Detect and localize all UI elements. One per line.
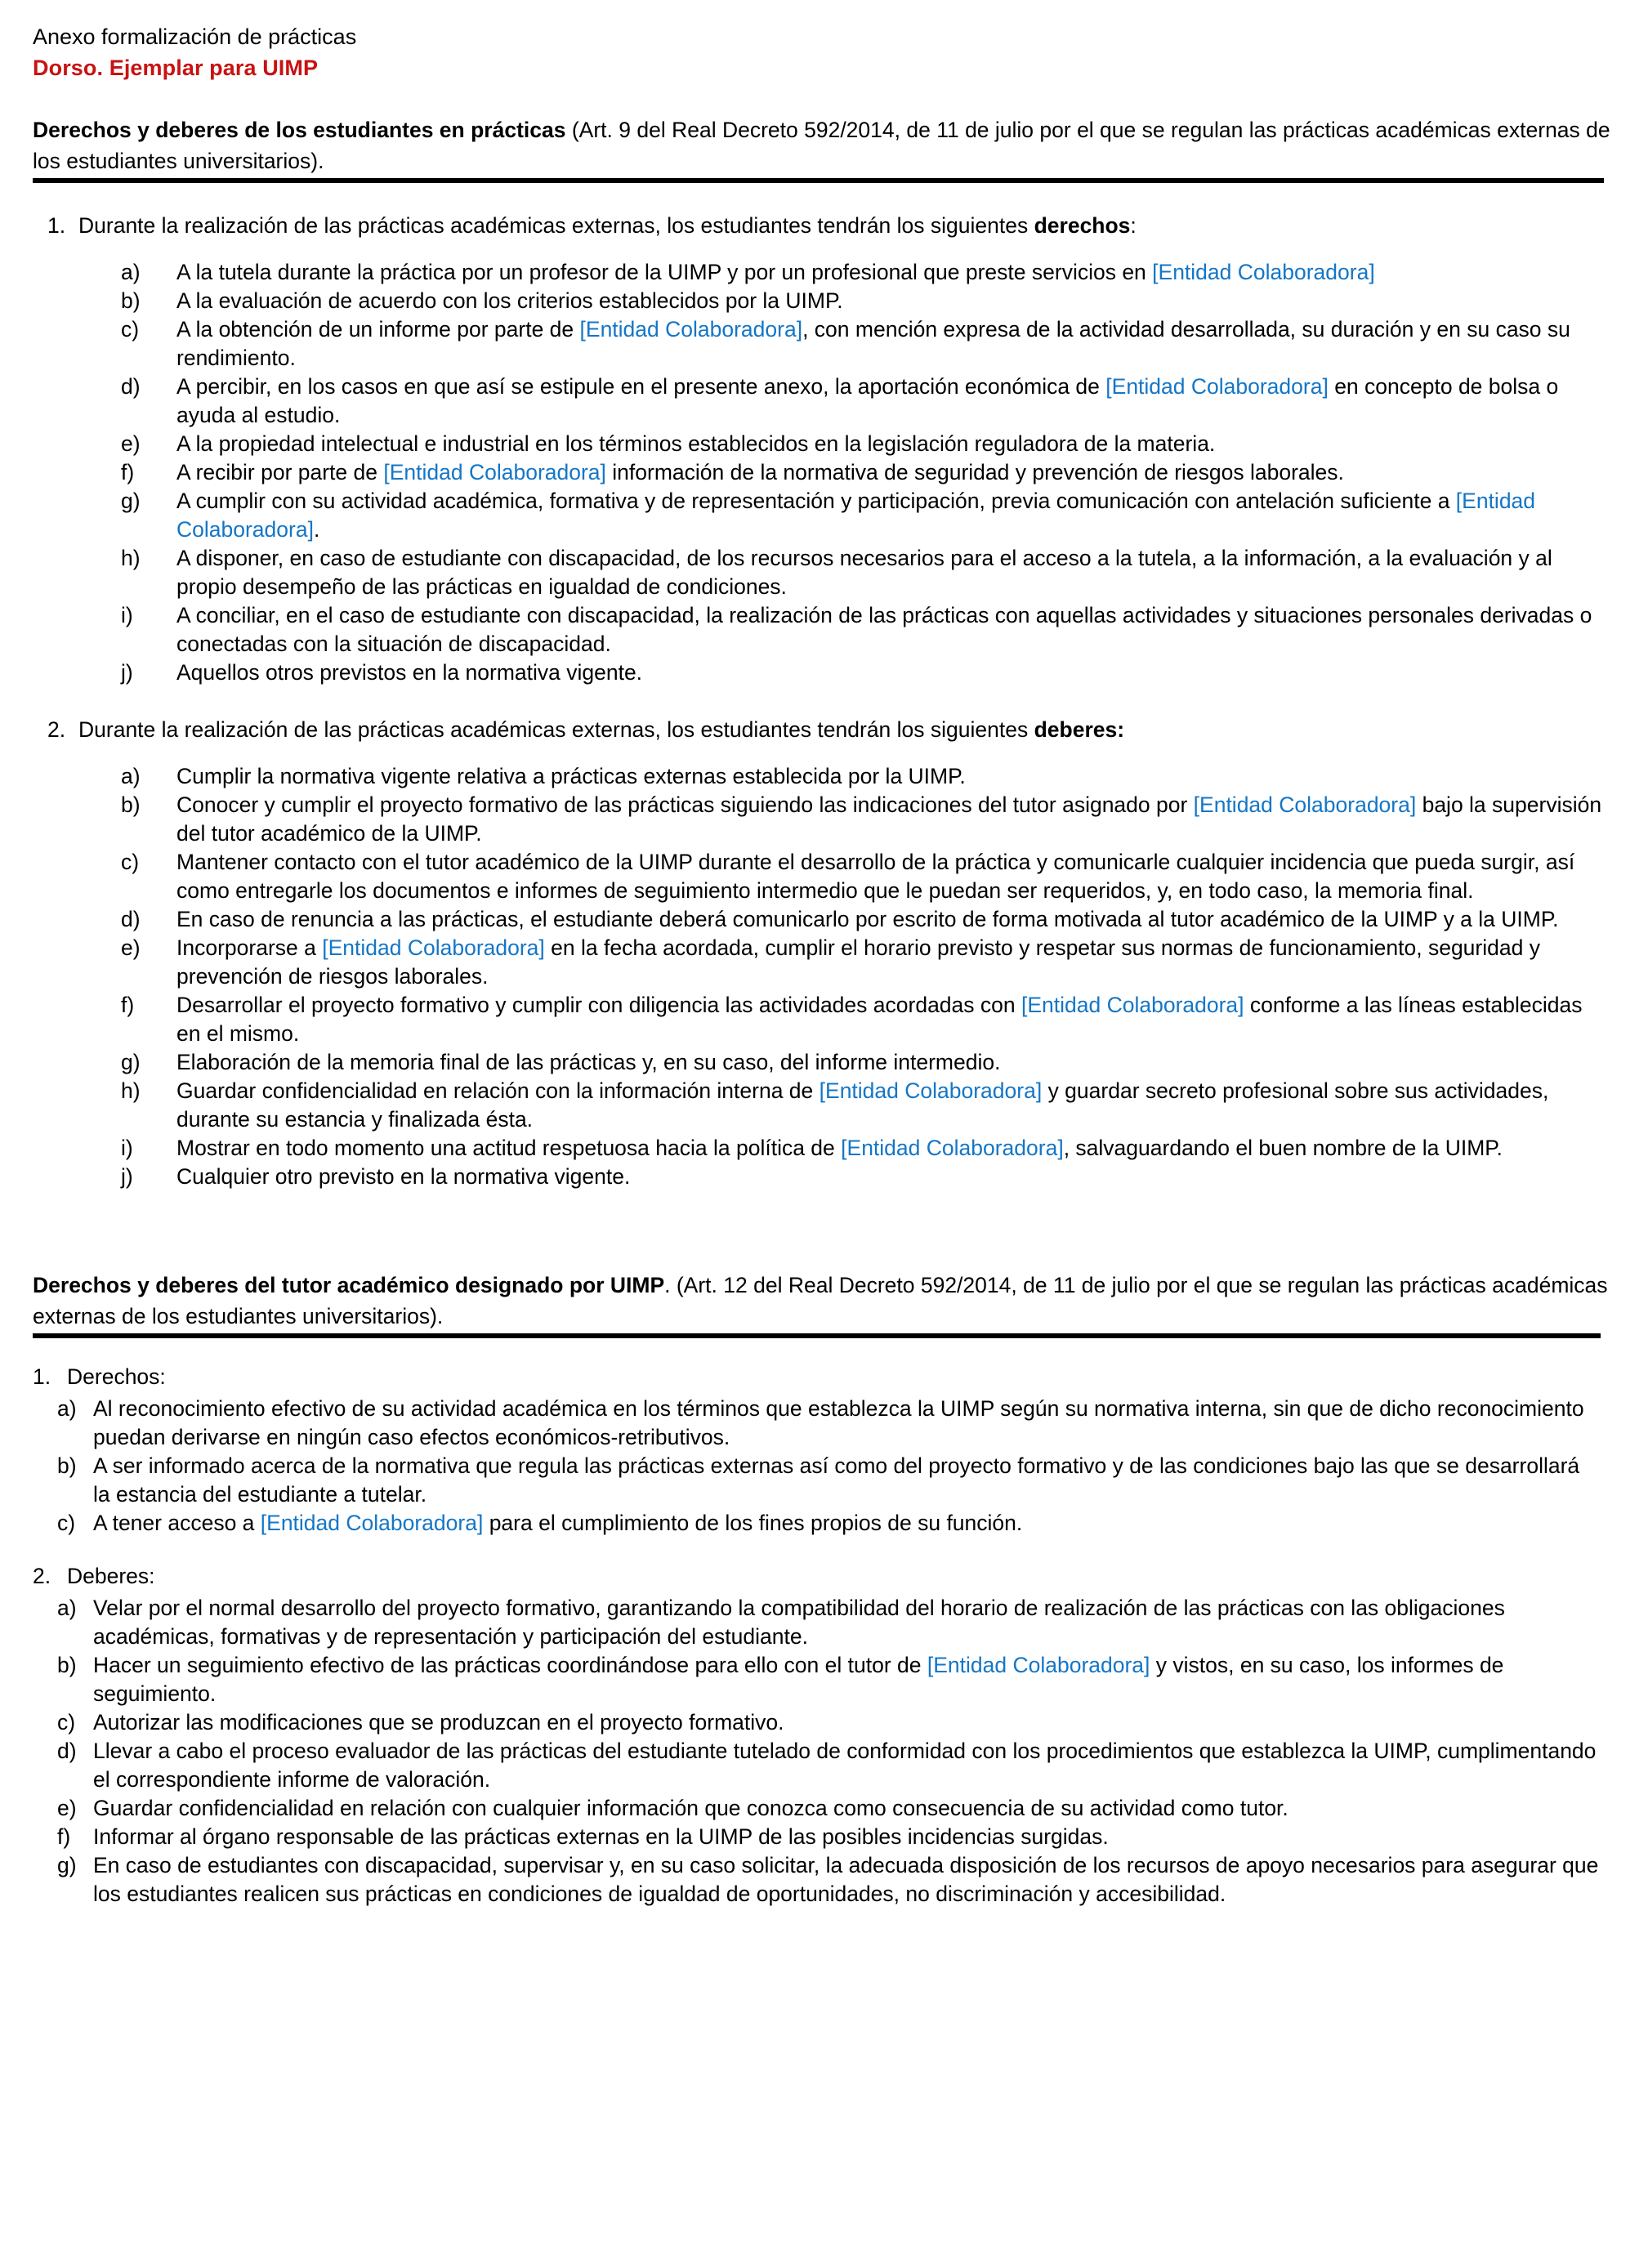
list-item-text-part2: bajo la supervisión del tutor académico de la UIMP. (176, 792, 1602, 846)
numbered-item-2 (33, 715, 1617, 744)
list-item-marker: a) (121, 260, 141, 284)
list-item-text-part1: A la evaluación de acuerdo con los criterios establecidos por la UIMP. (176, 288, 843, 313)
list-item-text-part1: Incorporarse a (176, 935, 323, 960)
entidad-colaboradora-placeholder: [Entidad Colaboradora] (383, 460, 606, 484)
list-item-text-part1: Informar al órgano responsable de las prácticas externas en la UIMP de las posibles incidencias surgidas. (93, 1824, 1109, 1849)
list-item (33, 487, 1617, 544)
list-item-text-part1: A ser informado acerca de la normativa que regula las prácticas externas así como del proyecto formativo y de las condiciones bajo las que se desarrollará la estancia del estudiante a tutelar. (93, 1453, 1580, 1507)
list-item (33, 1452, 1617, 1509)
list-item-text-part1: En caso de estudiantes con discapacidad, supervisar y, en su caso solicitar, la adecuada disposición de los recursos de apoyo necesarios para asegurar que los estudiantes realicen sus prácticas en condiciones de igualdad de oportunidades, no discriminación y accesibilidad. (93, 1853, 1599, 1906)
list-item (33, 905, 1617, 934)
list-item (33, 1794, 1617, 1823)
list-item-text (121, 991, 1617, 1048)
list-item (33, 544, 1617, 601)
list-item (33, 1594, 1617, 1651)
list-item (33, 848, 1617, 905)
list-item-text (121, 544, 1617, 601)
tutor-numbered-item-2 (33, 1562, 1617, 1591)
list-item-text (121, 934, 1617, 991)
list-item (33, 1851, 1617, 1909)
section-2-divider (33, 1333, 1601, 1338)
list-item-text-part1: A la obtención de un informe por parte de (176, 317, 580, 342)
list-item (33, 659, 1617, 687)
tutor-numbered-item-2-marker: 2. (33, 1564, 51, 1588)
list-item-text (121, 487, 1617, 544)
list-item-marker: i) (121, 1136, 133, 1160)
section-2-title-bold: Derechos y deberes del tutor académico designado por UIMP (33, 1273, 665, 1297)
list-item-text-part1: A conciliar, en el caso de estudiante con discapacidad, la realización de las prácticas con aquellas actividades y situaciones personales derivadas o conectadas con la situación de discapacidad. (176, 603, 1592, 656)
list-item-text-part1: Aquellos otros previstos en la normativa vigente. (176, 660, 643, 685)
list-item-marker: c) (57, 1710, 76, 1734)
list-item-marker: j) (121, 660, 133, 685)
list-item-text-part1: Hacer un seguimiento efectivo de las prácticas coordinándose para ello con el tutor de (93, 1653, 927, 1677)
tutor-numbered-item-1-marker: 1. (33, 1364, 51, 1389)
numbered-item-2-text-bold: deberes: (1034, 717, 1125, 742)
list-item-text (70, 1737, 1617, 1794)
list-item-marker: i) (121, 603, 133, 627)
list-item-text (70, 1651, 1617, 1708)
list-item-text (121, 1077, 1617, 1134)
list-item-text-part1: A disponer, en caso de estudiante con discapacidad, de los recursos necesarios para el acceso a la tutela, a la información, a la evaluación y al propio desempeño de las prácticas en igualdad de condiciones. (176, 546, 1552, 599)
list-item-text (121, 791, 1617, 848)
list-item-text-part1: A recibir por parte de (176, 460, 384, 484)
list-item-text-part2: y guardar secreto profesional sobre sus actividades, durante su estancia y finalizada ésta. (176, 1078, 1549, 1132)
list-item-text-part1: Guardar confidencialidad en relación con la información interna de (176, 1078, 820, 1103)
numbered-item-1-marker: 1. (47, 213, 66, 238)
list-item (33, 1708, 1617, 1737)
list-item (33, 1163, 1617, 1191)
list-item-text-part1: Llevar a cabo el proceso evaluador de las prácticas del estudiante tutelado de conformidad con los procedimientos que establezca la UIMP, cumplimentando el correspondiente informe de valoración. (93, 1739, 1597, 1792)
list-item-marker: c) (121, 850, 140, 874)
list-item-marker: b) (57, 1453, 77, 1478)
list-item-marker: g) (121, 1050, 141, 1074)
list-item-marker: a) (57, 1396, 77, 1421)
numbered-item-1-text-after: : (1130, 213, 1137, 238)
list-item-text (70, 1823, 1617, 1851)
list-item-text-part1: Autorizar las modificaciones que se produzcan en el proyecto formativo. (93, 1710, 784, 1734)
list-item-marker: d) (57, 1739, 77, 1763)
entidad-colaboradora-placeholder: [Entidad Colaboradora] (841, 1136, 1064, 1160)
derechos-tutor-list (33, 1395, 1617, 1538)
list-item-marker: c) (57, 1511, 76, 1535)
list-item-marker: h) (121, 1078, 141, 1103)
entidad-colaboradora-placeholder: [Entidad Colaboradora] (1105, 374, 1329, 399)
list-item-text-part2: en concepto de bolsa o ayuda al estudio. (176, 374, 1559, 427)
entidad-colaboradora-placeholder: [Entidad Colaboradora] (260, 1511, 484, 1535)
list-item-marker: b) (121, 792, 141, 817)
list-item-text-part2: información de la normativa de seguridad y prevención de riesgos laborales. (605, 460, 1344, 484)
list-item (33, 1737, 1617, 1794)
list-item-text-part2: en la fecha acordada, cumplir el horario previsto y respetar sus normas de funcionamiento, seguridad y prevención de riesgos laborales. (176, 935, 1540, 989)
document-header (33, 21, 1617, 83)
list-item (33, 1048, 1617, 1077)
section-1-divider (33, 178, 1604, 183)
list-item-marker: e) (57, 1796, 77, 1820)
list-item-text-part2: , con mención expresa de la actividad desarrollada, su duración y en su caso su rendimiento. (176, 317, 1570, 370)
entidad-colaboradora-placeholder: [Entidad Colaboradora] (1193, 792, 1417, 817)
list-item-text-part1: A percibir, en los casos en que así se estipule en el presente anexo, la aportación económica de (176, 374, 1106, 399)
entidad-colaboradora-placeholder: [Entidad Colaboradora] (819, 1078, 1043, 1103)
list-item-text (121, 1048, 1617, 1077)
list-item-text-part2: conforme a las líneas establecidas en el mismo. (176, 993, 1583, 1046)
numbered-item-2-marker: 2. (47, 717, 66, 742)
entidad-colaboradora-placeholder: [Entidad Colaboradora] (927, 1653, 1150, 1677)
list-item-marker: g) (57, 1853, 77, 1877)
section-2-title (33, 1270, 1617, 1332)
numbered-item-2-text-before: Durante la realización de las prácticas académicas externas, los estudiantes tendrán los siguientes (78, 717, 1034, 742)
list-item-text (121, 458, 1617, 487)
tutor-numbered-item-2-text: Deberes: (67, 1564, 155, 1588)
list-item-text-part1: A la propiedad intelectual e industrial en los términos establecidos en la legislación reguladora de la materia. (176, 431, 1216, 456)
entidad-colaboradora-placeholder: [Entidad Colaboradora] (1152, 260, 1375, 284)
list-item (33, 791, 1617, 848)
list-item-text (70, 1395, 1617, 1452)
list-item-text (121, 287, 1617, 315)
list-item (33, 373, 1617, 430)
numbered-item-1-text-bold: derechos (1034, 213, 1131, 238)
list-item-text-part2: . (313, 517, 320, 542)
list-item-text (70, 1452, 1617, 1509)
list-item-text-part1: Mantener contacto con el tutor académico de la UIMP durante el desarrollo de la práctica y comunicarle cualquier incidencia que pueda surgir, así como entregarle los documentos e informes de seguimiento intermedio que le puedan ser requeridos, y, en todo caso, la memoria final. (176, 850, 1575, 903)
list-item-marker: j) (121, 1164, 133, 1189)
deberes-tutor-list (33, 1594, 1617, 1909)
list-item (33, 430, 1617, 458)
numbered-item-2-text (78, 715, 1617, 744)
list-item-text (121, 1163, 1617, 1191)
list-item (33, 315, 1617, 373)
list-item-marker: a) (57, 1596, 77, 1620)
list-item-text (121, 659, 1617, 687)
list-item (33, 458, 1617, 487)
list-item-marker: e) (121, 431, 141, 456)
section-2-title-rest: . (Art. 12 del Real Decreto 592/2014, de 11 de julio por el que se regulan las prácticas académicas externas de los estudiantes universitarios). (33, 1273, 1608, 1328)
list-item-text-part1: En caso de renuncia a las prácticas, el estudiante deberá comunicarlo por escrito de forma motivada al tutor académico de la UIMP y a la UIMP. (176, 907, 1559, 931)
section-1-title (33, 114, 1617, 176)
list-item-marker: f) (121, 460, 135, 484)
list-item-marker: d) (121, 374, 141, 399)
section-1-title-bold: Derechos y deberes de los estudiantes en prácticas (33, 118, 566, 142)
list-item-text-part1: Mostrar en todo momento una actitud respetuosa hacia la política de (176, 1136, 842, 1160)
list-item-text (121, 905, 1617, 934)
list-item (33, 601, 1617, 659)
entidad-colaboradora-placeholder: [Entidad Colaboradora] (176, 489, 1536, 542)
list-item (33, 1509, 1617, 1538)
list-item-marker: c) (121, 317, 140, 342)
list-item-text (121, 373, 1617, 430)
entidad-colaboradora-placeholder: [Entidad Colaboradora] (322, 935, 545, 960)
list-item-marker: a) (121, 764, 141, 788)
list-item-text-part1: Cualquier otro previsto en la normativa vigente. (176, 1164, 631, 1189)
tutor-numbered-item-1-text: Derechos: (67, 1364, 166, 1389)
list-item-text-part1: A la tutela durante la práctica por un profesor de la UIMP y por un profesional que preste servicios en (176, 260, 1153, 284)
list-item-text (70, 1509, 1617, 1538)
list-item (33, 991, 1617, 1048)
derechos-estudiantes-list (33, 258, 1617, 687)
tutor-numbered-item-1 (33, 1363, 1617, 1391)
list-item-marker: f) (57, 1824, 71, 1849)
deberes-estudiantes-list (33, 762, 1617, 1191)
list-item-marker: g) (121, 489, 141, 513)
list-item (33, 1077, 1617, 1134)
list-item-text-part1: Conocer y cumplir el proyecto formativo de las prácticas siguiendo las indicaciones del tutor asignado por (176, 792, 1194, 817)
list-item-text-part2: y vistos, en su caso, los informes de seguimiento. (93, 1653, 1504, 1706)
list-item-text-part1: Elaboración de la memoria final de las prácticas y, en su caso, del informe intermedio. (176, 1050, 1001, 1074)
list-item-text-part1: Cumplir la normativa vigente relativa a prácticas externas establecida por la UIMP. (176, 764, 966, 788)
list-item-text-part1: Guardar confidencialidad en relación con cualquier información que conozca como consecuencia de su actividad como tutor. (93, 1796, 1288, 1820)
list-item-text (121, 601, 1617, 659)
list-item (33, 1651, 1617, 1708)
list-item-marker: d) (121, 907, 141, 931)
entidad-colaboradora-placeholder: [Entidad Colaboradora] (579, 317, 803, 342)
list-item (33, 934, 1617, 991)
list-item-text (121, 258, 1617, 287)
list-item-marker: e) (121, 935, 141, 960)
list-item (33, 762, 1617, 791)
list-item-text-part1: Al reconocimiento efectivo de su actividad académica en los términos que establezca la UIMP según su normativa interna, sin que de dicho reconocimiento puedan derivarse en ningún caso efectos económicos-retributivos. (93, 1396, 1584, 1449)
list-item-text (121, 848, 1617, 905)
list-item (33, 1134, 1617, 1163)
numbered-item-1-text-before: Durante la realización de las prácticas académicas externas, los estudiantes tendrán los siguientes (78, 213, 1034, 238)
list-item (33, 287, 1617, 315)
list-item-marker: b) (57, 1653, 77, 1677)
list-item-marker: h) (121, 546, 141, 570)
entidad-colaboradora-placeholder: [Entidad Colaboradora] (1021, 993, 1244, 1017)
numbered-item-1 (33, 211, 1617, 240)
list-item-text-part1: Velar por el normal desarrollo del proyecto formativo, garantizando la compatibilidad del horario de realización de las prácticas con las obligaciones académicas, formativas y de representación y participación del estudiante. (93, 1596, 1505, 1649)
list-item-text (121, 315, 1617, 373)
list-item-text (121, 1134, 1617, 1163)
list-item-text (70, 1794, 1617, 1823)
list-item (33, 258, 1617, 287)
list-item-text-part2: , salvaguardando el buen nombre de la UIMP. (1063, 1136, 1503, 1160)
numbered-item-1-text (78, 211, 1617, 240)
list-item-text (121, 430, 1617, 458)
list-item (33, 1395, 1617, 1452)
list-item (33, 1823, 1617, 1851)
list-item-text-part1: Desarrollar el proyecto formativo y cumplir con diligencia las actividades acordadas con (176, 993, 1021, 1017)
list-item-marker: b) (121, 288, 141, 313)
document-subtitle: Anexo formalización de prácticas (33, 25, 357, 49)
list-item-marker: f) (121, 993, 135, 1017)
list-item-text (70, 1851, 1617, 1909)
list-item-text-part2: para el cumplimiento de los fines propios de su función. (483, 1511, 1023, 1535)
list-item-text-part1: A tener acceso a (93, 1511, 261, 1535)
list-item-text (70, 1594, 1617, 1651)
list-item-text (70, 1708, 1617, 1737)
list-item-text (121, 762, 1617, 791)
list-item-text-part1: A cumplir con su actividad académica, formativa y de representación y participación, previa comunicación con antelación suficiente a (176, 489, 1456, 513)
section-1-title-rest: (Art. 9 del Real Decreto 592/2014, de 11 de julio por el que se regulan las prácticas académicas externas de los estudiantes universitarios). (33, 118, 1610, 173)
section-spacer (33, 1191, 1617, 1239)
document-copy-label: Dorso. Ejemplar para UIMP (33, 56, 319, 80)
